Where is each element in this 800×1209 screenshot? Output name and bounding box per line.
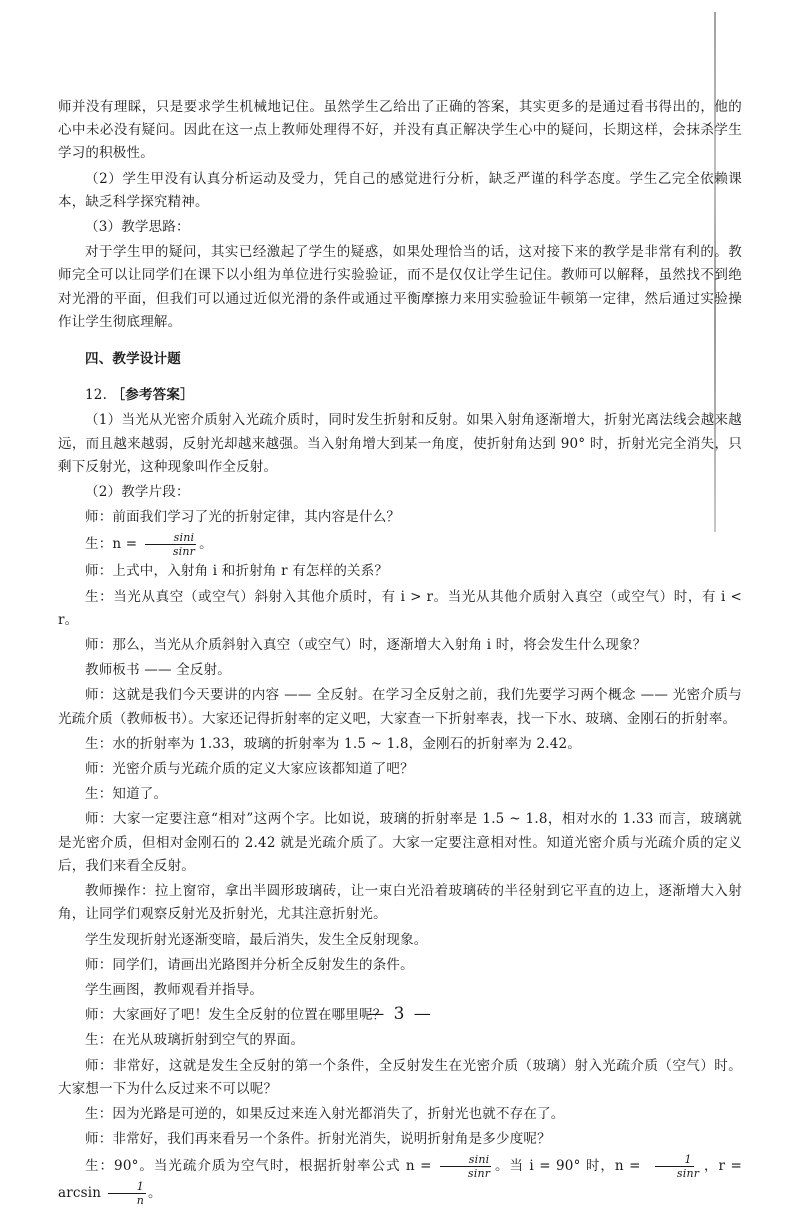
dialogue-line-19: 生：因为光路是可逆的，如果反过来连入射光都消失了，折射光也就不存在了。 — [85, 1105, 565, 1122]
paragraph-point-2: （2）学生甲没有认真分析运动及受力，凭自己的感觉进行分析，缺乏严谨的科学态度。学生乙完全依赖课本，缺乏科学探究精神。 — [58, 170, 742, 210]
dialogue-line-8: 生：水的折射率为 1.33，玻璃的折射率为 1.5 ~ 1.8，金刚石的折射率为 2.42。 — [85, 735, 582, 752]
dialogue-line-18: 师：非常好，这就是发生全反射的第一个条件，全反射发生在光密介质（玻璃）射入光疏介质（空气）时。大家想一下为什么反过来不可以呢？ — [58, 1057, 742, 1097]
page-number: — 3 — — [367, 1004, 433, 1024]
fraction-numerator: 1 — [108, 1180, 146, 1194]
question-12-header — [58, 384, 742, 407]
section-heading-4: 四、教学设计题 — [85, 350, 181, 367]
fraction-numerator: sini — [440, 1153, 492, 1167]
paragraph-continued: 师并没有理睬，只是要求学生机械地记住。虽然学生乙给出了正确的答案，其实更多的是通过看书得出的，他的心中未必没有疑问。因此在这一点上教师处理得不好，并没有真正解决学生心中的疑问，长期这样，会抹杀学生学习的积极性。 — [58, 99, 742, 162]
dialogue-line-20: 师：非常好，我们再来看另一个条件。折射光消失，说明折射角是多少度呢？ — [85, 1131, 551, 1148]
dialogue-line-21-part-c: ，r = arcsin — [58, 1158, 742, 1202]
question-number: 12. — [85, 387, 108, 404]
fraction-numerator: sini — [145, 531, 197, 545]
dialogue-line-2 — [58, 531, 742, 558]
dialogue-line-21-part-b: 。当 i = 90° 时，n = — [494, 1158, 641, 1175]
dialogue-line-21-part-a: 生：90°。当光疏介质为空气时，根据折射率公式 n = — [85, 1158, 432, 1175]
paragraph-teaching-idea: 对于学生甲的疑问，其实已经激起了学生的疑惑，如果处理恰当的话，这对接下来的教学是非常有利的。教师完全可以让同学们在课下以小组为单位进行实验验证，而不是仅仅让学生记住。教师可以解释，虽然找不到绝对光滑的平面，但我们可以通过近似光滑的条件或通过平衡摩擦力来用实验验证牛顿第一定律，然后通过实验操作让学生彻底理解。 — [58, 244, 742, 330]
dialogue-line-1: 师：前面我们学习了光的折射定律，其内容是什么？ — [85, 509, 401, 526]
answer-part-2-heading: （2）教学片段： — [85, 484, 190, 501]
dialogue-line-5: 师：那么，当光从介质斜射入真空（或空气）时，逐渐增大入射角 i 时，将会发生什么现象？ — [85, 637, 647, 654]
dialogue-line-21 — [58, 1153, 742, 1207]
dialogue-line-3: 师：上式中，入射角 i 和折射角 r 有怎样的关系？ — [85, 563, 389, 580]
dialogue-line-12: 教师操作：拉上窗帘，拿出半圆形玻璃砖，让一束白光沿着玻璃砖的半径射到它平直的边上，逐渐增大入射角，让同学们观察反射光及折射光，尤其注意折射光。 — [58, 883, 742, 923]
dialogue-line-21-part-d: 。 — [148, 1185, 162, 1202]
fraction-denominator: n — [136, 1194, 144, 1208]
answer-part-1: （1）当光从光密介质射入光疏介质时，同时发生折射和反射。如果入射角逐渐增大，折射光离法线会越来越远，而且越来越弱，反射光却越来越强。当入射角增大到某一角度，使折射角达到 90° 时，折射光完全消失，只剩下反射光，这种现象叫作全反射。 — [58, 412, 742, 475]
dialogue-line-14: 师：同学们，请画出光路图并分析全反射发生的条件。 — [85, 956, 414, 973]
dialogue-line-10: 生：知道了。 — [85, 786, 168, 803]
dialogue-line-9: 师：光密介质与光疏介质的定义大家应该都知道了吧？ — [85, 761, 414, 778]
answer-tag: ［参考答案］ — [111, 387, 194, 404]
dialogue-line-4: 生：当光从真空（或空气）斜射入其他介质时，有 i > r。当光从其他介质射入真空（或空气）时，有 i < r。 — [58, 588, 742, 628]
paragraph-point-3-heading: （3）教学思路： — [85, 219, 190, 236]
dialogue-line-7: 师：这就是我们今天要讲的内容 —— 全反射。在学习全反射之前，我们先要学习两个概念 —— 光密介质与光疏介质（教师板书）。大家还记得折射率的定义吧，大家查一下折射率表，找一下水、玻璃、金刚石的折射率。 — [58, 687, 742, 727]
dialogue-line-2-prefix: 生：n = — [85, 536, 138, 553]
refraction-formula-fraction — [439, 1153, 492, 1180]
critical-index-fraction — [648, 1153, 701, 1180]
dialogue-line-11: 师：大家一定要注意“相对”这两个字。比如说，玻璃的折射率是 1.5 ~ 1.8，相对水的 1.33 而言，玻璃就是光密介质，但相对金刚石的 2.42 就是光疏介质了。大家一定要注意相对性。知道光密介质与光疏介质的定义后，我们来看全反射。 — [58, 811, 742, 874]
dialogue-line-6: 教师板书 —— 全反射。 — [85, 662, 231, 679]
fraction-denominator: sinr — [467, 1167, 491, 1181]
fraction-denominator: sinr — [172, 545, 196, 559]
dialogue-line-16: 师：大家画好了吧！发生全反射的位置在哪里呢？ — [85, 1007, 387, 1024]
dialogue-line-17: 生：在光从玻璃折射到空气的界面。 — [85, 1032, 305, 1049]
page-content — [58, 96, 742, 1209]
snell-law-fraction — [144, 531, 197, 558]
arcsin-fraction — [108, 1180, 146, 1207]
dialogue-line-15: 学生画图，教师观看并指导。 — [85, 981, 264, 998]
fraction-numerator: 1 — [655, 1153, 693, 1167]
fraction-denominator: sinr — [676, 1167, 700, 1181]
dialogue-line-2-suffix: 。 — [199, 536, 213, 553]
dialogue-line-13: 学生发现折射光逐渐变暗，最后消失，发生全反射现象。 — [85, 931, 428, 948]
